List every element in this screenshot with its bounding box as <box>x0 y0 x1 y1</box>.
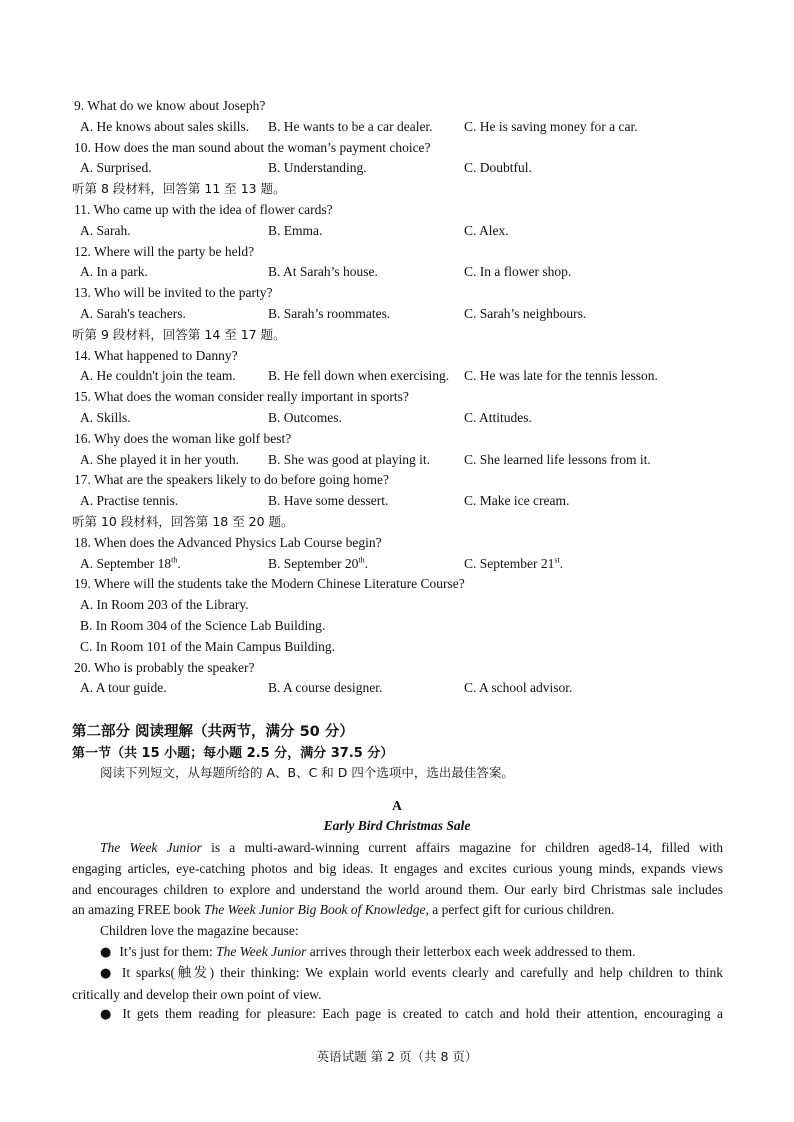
option-a: A. A tour guide. <box>80 680 167 696</box>
paragraph-1-line-4-pre: an amazing FREE book <box>72 902 204 918</box>
bullet-1-line <box>72 942 723 964</box>
paragraph-2-text: Children love the magazine because: <box>100 923 299 938</box>
page-footer: 英语试题 第 2 页（共 8 页） <box>316 1049 478 1064</box>
option-c: C. Doubtful. <box>464 160 532 176</box>
question-stem: 18. When does the Advanced Physics Lab Course begin? <box>74 534 382 550</box>
option-b-period: . <box>364 555 368 571</box>
answer-options-row <box>72 117 722 138</box>
answer-options-row <box>72 678 722 699</box>
passage-paragraph-2 <box>72 921 723 942</box>
option-b: B. Outcomes. <box>268 409 342 425</box>
option-b-ordinal: th <box>358 555 365 565</box>
option-b <box>268 554 368 575</box>
listening-questions <box>72 96 722 699</box>
reading-instruction: 阅读下列短文，从每题所给的 A、B、C 和 D 四个选项中，选出最佳答案。 <box>100 765 514 780</box>
answer-options-row <box>72 408 722 429</box>
listening-instruction: 听第 8 段材料，回答第 11 至 13 题。 <box>72 181 286 197</box>
option-a: A. He couldn't join the team. <box>80 368 236 384</box>
listening-instruction: 听第 9 段材料，回答第 14 至 17 题。 <box>72 326 286 342</box>
question-stem: 13. Who will be invited to the party? <box>74 285 273 301</box>
option-a-period: . <box>177 555 181 571</box>
listening-instruction: 听第 10 段材料，回答第 18 至 20 题。 <box>72 513 294 529</box>
paragraph-1-line-2: engaging articles, eye-catching photos and big ideas. It engages and excites curious young minds, expands views <box>72 860 723 876</box>
question-stem: 12. Where will the party be held? <box>74 243 255 259</box>
question-stem: 11. Who came up with the idea of flower cards? <box>74 201 333 217</box>
question-stem: 20. Who is probably the speaker? <box>74 659 255 675</box>
option-a: A. Skills. <box>80 409 131 425</box>
passage-title: Early Bird Christmas Sale <box>323 818 471 833</box>
option-b: B. At Sarah’s house. <box>268 264 378 280</box>
bullet-1 <box>72 942 723 964</box>
book-title: The Week Junior Big Book of Knowledge <box>203 902 426 918</box>
option-c <box>464 554 563 575</box>
option-b: B. He wants to be a car dealer. <box>268 118 433 134</box>
option-a: A. Practise tennis. <box>80 493 179 509</box>
bullet-2-line-1-text: It sparks(触发) their thinking: We explain world events clearly and carefully and help children to think <box>121 965 723 980</box>
option-c: C. She learned life lessons from it. <box>464 451 651 467</box>
option-b: B. Understanding. <box>268 160 367 176</box>
answer-options-row <box>72 158 722 179</box>
option-b: B. Have some dessert. <box>268 493 389 509</box>
paragraph-1-line-4 <box>72 900 723 921</box>
option-a: A. He knows about sales skills. <box>80 118 250 134</box>
bullet-2 <box>72 963 723 1006</box>
paragraph-1-line-1-text: is a multi-award-winning current affairs magazine for children aged8-14, filled with <box>201 840 723 855</box>
answer-options-row <box>72 304 722 325</box>
paragraph-1-line-4-post: , a perfect gift for curious children. <box>425 902 615 918</box>
option-c: C. He is saving money for a car. <box>464 118 638 134</box>
option-c: C. He was late for the tennis lesson. <box>464 368 658 384</box>
option-b-text: B. September 20 <box>268 555 359 571</box>
option-c: C. Attitudes. <box>464 409 532 425</box>
bullet-1-post: arrives through their letterbox each week addressed to them. <box>306 944 636 959</box>
answer-option: C. In Room 101 of the Main Campus Building. <box>80 638 335 654</box>
option-c: C. A school advisor. <box>464 680 573 696</box>
question-stem: 9. What do we know about Joseph? <box>74 98 266 113</box>
option-b: B. Emma. <box>268 222 323 238</box>
answer-option: B. In Room 304 of the Science Lab Building. <box>80 617 326 633</box>
bullet-icon: ● <box>100 945 112 960</box>
bullet-3-line-1-text: It gets them reading for pleasure: Each page is created to catch and hold their attention, encouraging a <box>122 1006 723 1021</box>
question-stem: 19. Where will the students take the Modern Chinese Literature Course? <box>74 576 465 592</box>
option-c-ordinal: st <box>554 555 560 565</box>
paragraph-1-line-3: and encourages children to explore and understand the world around them. Our early bird Christmas sale includes <box>72 881 723 897</box>
answer-options-row <box>72 221 722 242</box>
answer-options-row <box>72 491 722 512</box>
bullet-icon: ● <box>100 1007 115 1022</box>
bullet-3-line-1 <box>72 1004 723 1026</box>
bullet-3 <box>72 1004 723 1026</box>
option-a-text: A. September 18 <box>80 555 172 571</box>
option-b: B. A course designer. <box>268 680 383 696</box>
option-a: A. Surprised. <box>80 160 152 176</box>
option-c-text: C. September 21 <box>464 555 555 571</box>
option-a: A. Sarah. <box>80 222 131 238</box>
option-a: A. Sarah's teachers. <box>80 305 186 321</box>
bullet-1-italic: The Week Junior <box>216 944 307 959</box>
magazine-name: The Week Junior <box>100 840 202 855</box>
option-a <box>80 554 181 575</box>
option-b: B. Sarah’s roommates. <box>268 305 391 321</box>
part2-title: 第二部分 阅读理解（共两节，满分 50 分） <box>72 724 354 740</box>
bullet-2-line-1 <box>72 963 723 985</box>
paragraph-1-line-1 <box>72 838 723 859</box>
option-a-ordinal: th <box>171 555 178 565</box>
option-b: B. He fell down when exercising. <box>268 368 450 384</box>
question-stem: 14. What happened to Danny? <box>74 347 238 363</box>
passage-paragraph-1 <box>72 838 723 921</box>
question-stem: 16. Why does the woman like golf best? <box>74 430 292 446</box>
bullet-2-line-2: critically and develop their own point of view. <box>72 986 322 1002</box>
option-b: B. She was good at playing it. <box>268 451 430 467</box>
answer-options-row <box>72 554 722 575</box>
bullet-icon: ● <box>100 966 114 981</box>
bullet-1-pre: It’s just for them: <box>119 944 217 959</box>
answer-options-row <box>72 366 722 387</box>
question-stem: 15. What does the woman consider really important in sports? <box>74 389 409 405</box>
option-a: A. In a park. <box>80 264 148 280</box>
option-c: C. Make ice cream. <box>464 493 570 509</box>
option-c: C. Alex. <box>464 222 509 238</box>
passage-letter: A <box>392 798 402 813</box>
option-c: C. In a flower shop. <box>464 264 572 280</box>
answer-options-row <box>72 262 722 283</box>
option-c-period: . <box>559 555 564 571</box>
question-stem: 10. How does the man sound about the woman’s payment choice? <box>74 139 431 155</box>
option-a: A. She played it in her youth. <box>80 451 239 467</box>
answer-option: A. In Room 203 of the Library. <box>80 597 249 613</box>
section1-title: 第一节（共 15 小题；每小题 2.5 分，满分 37.5 分） <box>72 746 394 761</box>
question-stem: 17. What are the speakers likely to do before going home? <box>74 472 390 488</box>
option-c: C. Sarah’s neighbours. <box>464 305 587 321</box>
answer-options-row <box>72 450 722 471</box>
